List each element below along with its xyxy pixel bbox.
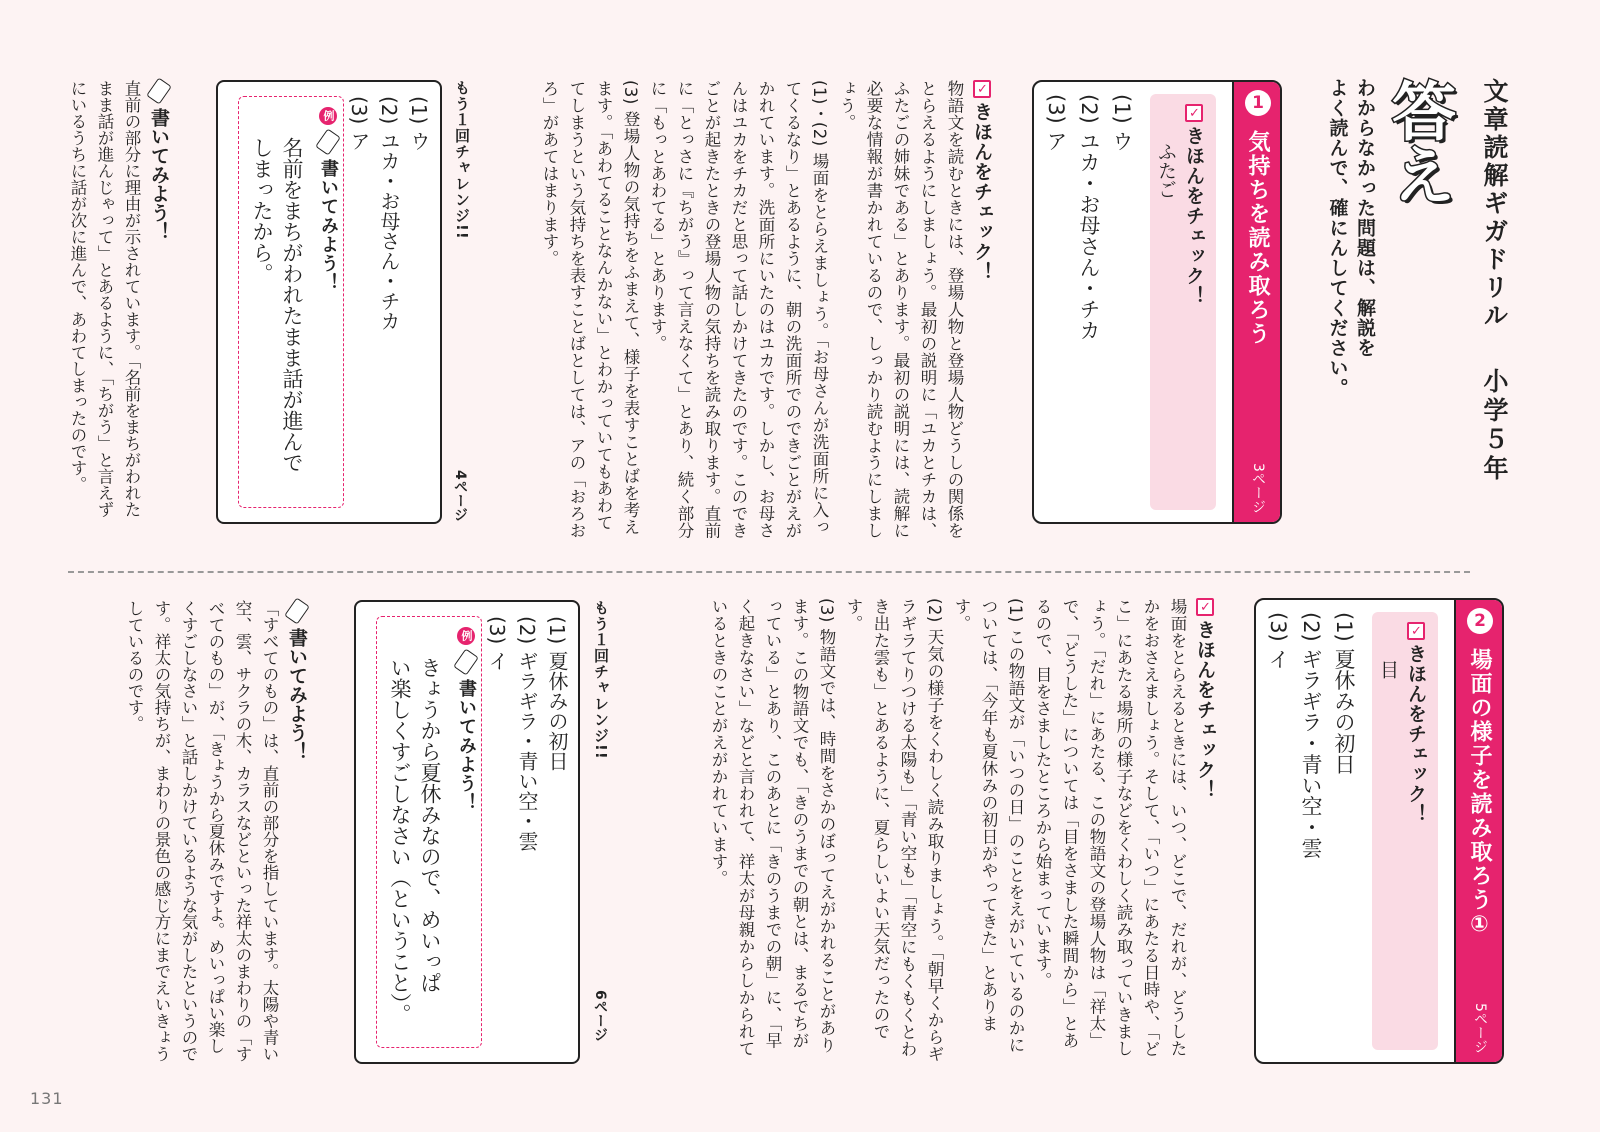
note-text: 直前の部分に理由が示されています。「名前をまちがわれたまま話が進んじゃって」とあるように、「ちがう」と言えずにいるうちに話が次に進んで、あわてしまったのです。 [68, 80, 141, 518]
intro-text: わからなかった問題は、解説を よく読んで、確にんしてください。 [1326, 78, 1376, 398]
answer-item: (1) 夏休みの初日 [1332, 612, 1356, 775]
explanation-heading: ✓きほんをチェック！ [1194, 600, 1216, 800]
kihon-box [1372, 612, 1438, 1050]
challenge-answer-list [344, 96, 434, 331]
answer-item: (2) ユカ・お母さん・チカ [1077, 94, 1101, 341]
explanation-paragraph: (3) 物語文では、時間をさかのぼってえがかれることがあります。この物語文でも、「きのうまでの朝とは、まるでちがっている」とあり、このあとに「きのうまでの朝」に、「早く起きなさい」などと言われて、祥太が母親からしかられているときのことがえがかれています。 [709, 598, 836, 1057]
kihon-label: ✓きほんをチェック！ [1405, 624, 1427, 824]
section-number: 2 [1467, 608, 1493, 634]
example-badge: 例 [319, 107, 337, 125]
answer-item: (3) イ [485, 616, 509, 671]
note-text: 「すべてのもの」は、直前の部分を指しています。太陽や青い空、雲、サクラの木、カラスなどといった祥太のまわりの「すべてのもの」が、「きょうから夏休みですよ。めいっぱい楽しくすごしなさい」と話しかけているような気がしたというのです。祥太の気持ちが、まわりの景色の感じ方にまでえいきょうしているのです。 [125, 600, 279, 1062]
answer-item: (3) ア [347, 96, 371, 151]
answer-item: (1) ウ [407, 96, 431, 151]
section-title: 気持ちを読み取ろう [1245, 130, 1270, 346]
section-title: 場面の様子を読み取ろう① [1467, 648, 1492, 939]
example-badge: 例 [457, 627, 475, 645]
write-answer: 名前をまちがわれたまま話が進んで しまったから。 [250, 137, 304, 473]
write-heading: 例書いてみよう！ [315, 107, 341, 292]
write-answer: きょうから夏休みなので、めいっぱ い楽しくすごしなさい（ということ）。 [388, 657, 442, 1025]
explanation-2 [658, 598, 1218, 1063]
answer-item: (1) 夏休みの初日 [545, 616, 569, 771]
answers-heading: 答え [1381, 78, 1455, 206]
challenge-heading: もう１回チャレンジ!! [592, 600, 610, 760]
pencil-icon [284, 597, 310, 624]
answer-item: (2) ギラギラ・青い空・雲 [515, 616, 539, 851]
answer-list [1039, 94, 1138, 340]
pencil-icon [453, 648, 479, 675]
section-divider [68, 571, 1470, 573]
answer-item: (3) イ [1266, 612, 1290, 670]
write-heading: 例書いてみよう！ [453, 627, 479, 812]
check-icon: ✓ [1198, 600, 1213, 616]
pencil-icon [315, 128, 341, 155]
challenge-page: 4ページ [452, 470, 468, 522]
answer-item: (3) ア [1044, 94, 1068, 152]
pencil-icon [146, 77, 172, 104]
write-answer-box [376, 616, 482, 1048]
explanation-paragraph: 物語文を読むときには、登場人物と登場人物どうしの関係をとらえるようにしましょう。最初の説明に「ユカとチカは、ふたごの姉妹である」とあります。最初の説明には、読解に必要な情報が書かれているので、しっかり読むようにしましょう。 [837, 80, 964, 539]
explanation-paragraph: (2) 天気の様子をくわしく読み取りましょう。「朝早くからギラギラてりつける太陽も」「青い空も」「青空にもくもくとわき出た雲も」とあるように、夏らしいよい天気だったのです。 [844, 598, 944, 1063]
challenge-card-1 [216, 80, 442, 524]
book-title: 文章読解ギガドリル [1480, 78, 1509, 330]
grade-label: 小学５年 [1480, 368, 1509, 484]
section-number: 1 [1245, 90, 1271, 116]
note-heading: 書いてみよう！ [145, 80, 172, 530]
explanation-heading: ✓きほんをチェック！ [971, 82, 993, 282]
check-icon: ✓ [1187, 106, 1202, 122]
explanation-paragraph: (1) この物語文が「いつの日」のことをえがいているのかについては、「今年も夏休みの初日がやってきた」とあります。 [952, 598, 1025, 1054]
answer-item: (2) ユカ・お母さん・チカ [377, 96, 401, 331]
note-heading: 書いてみよう！ [283, 600, 310, 1065]
card-band [1232, 82, 1280, 522]
challenge-card-2 [354, 600, 580, 1064]
answer-item: (2) ギラギラ・青い空・雲 [1299, 612, 1323, 859]
answer-item: (1) ウ [1110, 94, 1134, 152]
challenge-answer-list [482, 616, 572, 851]
explanation-paragraph: (1)・(2) 場面をとらえましょう。「お母さんが洗面所に入ってくるなり」とあるように、朝の洗面所でのできごとがえがかれています。洗面所にいたのはユカです。しかし、お母さんはユカをチカだと思って話しかけてきたのです。このできごとが起きたときの登場人物の気持ちを読み取ります。直前に「とっさに『ちがう』って言えなくて」とあり、続く部分に「もっとあわてる」とあります。 [648, 80, 829, 539]
kihon-box [1150, 94, 1216, 510]
check-icon: ✓ [975, 82, 990, 98]
challenge-heading: もう１回チャレンジ!! [453, 80, 471, 240]
kihon-label: ✓きほんをチェック！ [1183, 106, 1205, 306]
kihon-answer: 目 [1377, 660, 1399, 679]
kihon-answer: ふたご [1155, 142, 1177, 199]
section-page: 5ページ [1472, 1003, 1488, 1054]
page-number: 131 [30, 1089, 64, 1108]
write-note-2 [125, 600, 310, 1065]
answer-card-2 [1254, 598, 1504, 1064]
explanation-paragraph: 場面をとらえるときには、いつ、どこで、だれが、どうしたかをおさえましょう。そして、「いつ」にあたる日時や、「どこ」にあたる場所の様子などをくわしく読み取っていきましょう。「だれ」にあたる、この物語文の登場人物は「祥太」で、「どうした」については「目をさました瞬間から」とあるので、目をさましたところから始まっています。 [1033, 598, 1187, 1058]
card-band [1454, 600, 1502, 1062]
explanation-1 [500, 80, 995, 540]
write-answer-box [238, 96, 344, 508]
answer-card-1 [1032, 80, 1282, 524]
explanation-paragraph: (3) 登場人物の気持ちをふまえて、様子を表すことばを考えます。「あわてることなんかない」とわかっていてもあわててしまうという気持ちを表すことばとしては、アの「おろおろ」があてはまります。 [540, 80, 640, 539]
section-page: 3ページ [1250, 463, 1266, 514]
answer-list [1261, 612, 1360, 858]
check-icon: ✓ [1409, 624, 1424, 640]
challenge-page: 6ページ [592, 990, 608, 1042]
write-note-1 [24, 80, 172, 530]
